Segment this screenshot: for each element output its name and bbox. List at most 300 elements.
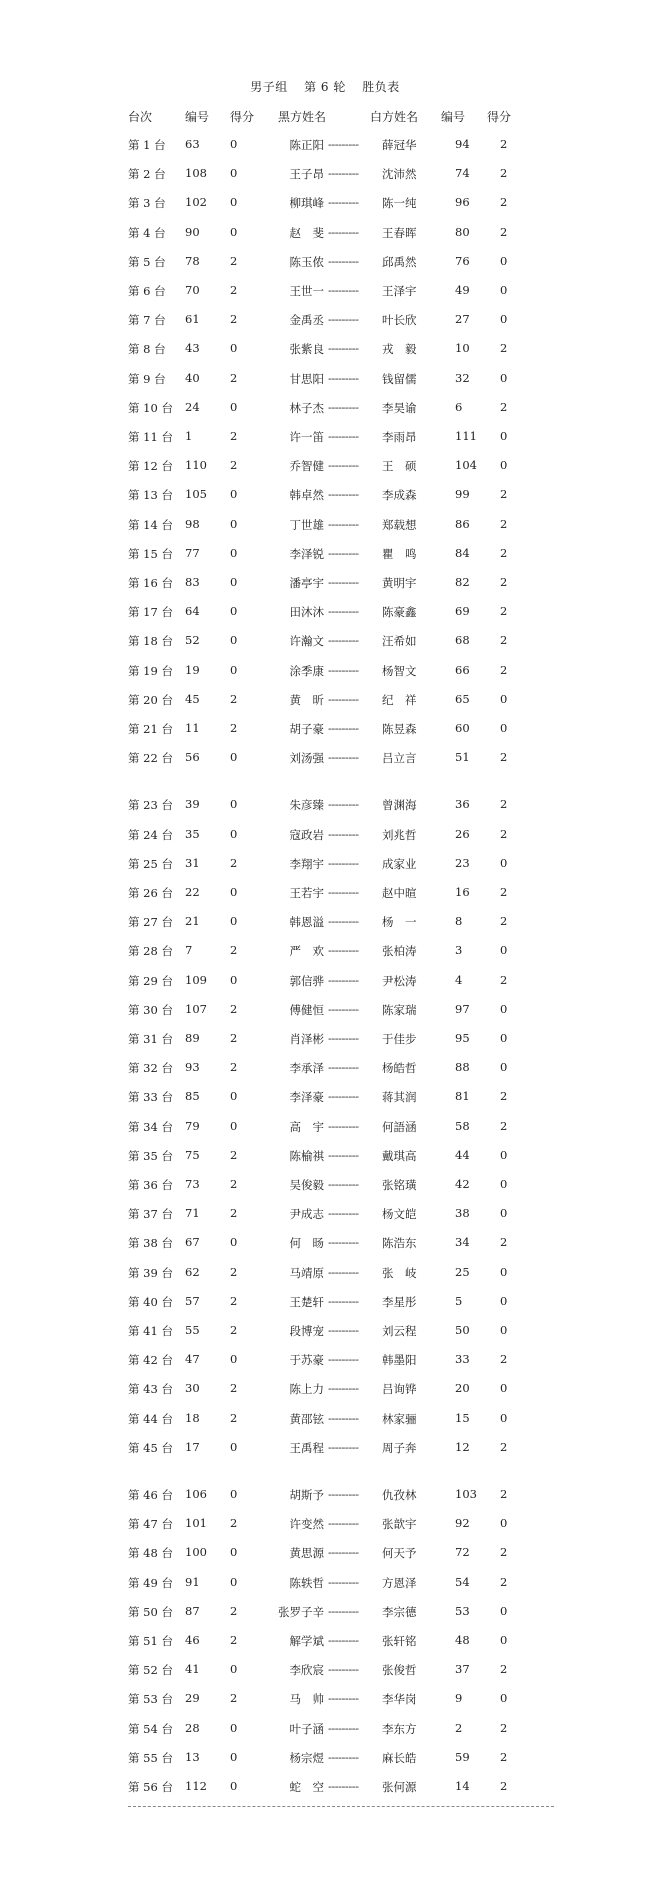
row-white-name: 刘兆哲 <box>382 827 417 842</box>
row-black-score: 0 <box>230 195 238 210</box>
row-black-number: 106 <box>185 1487 207 1501</box>
row-white-name: 尹松涛 <box>382 973 417 988</box>
row-separator: --------- <box>328 1691 359 1706</box>
table-row <box>0 856 650 876</box>
row-black-number: 43 <box>185 341 200 356</box>
table-row <box>0 1545 650 1565</box>
row-separator: --------- <box>328 1720 359 1735</box>
row-white-name: 林家骊 <box>382 1411 417 1426</box>
row-black-number: 62 <box>185 1264 200 1279</box>
row-separator: --------- <box>328 1749 359 1764</box>
row-black-name: 涂季康 <box>289 663 324 678</box>
row-black-number: 109 <box>185 972 207 987</box>
row-separator: --------- <box>328 797 359 812</box>
row-table-number: 第 49 台 <box>128 1575 173 1590</box>
row-separator: --------- <box>328 1264 359 1279</box>
row-black-number: 17 <box>185 1439 200 1454</box>
row-white-name: 杨智文 <box>382 663 417 678</box>
row-table-number: 第 52 台 <box>128 1663 173 1678</box>
row-white-score: 0 <box>500 458 508 473</box>
row-table-number: 第 51 台 <box>128 1634 173 1648</box>
row-black-name: 赵 斐 <box>289 225 324 240</box>
row-white-name: 张铭璜 <box>382 1178 417 1192</box>
row-black-name: 张紫良 <box>289 342 324 357</box>
row-black-number: 79 <box>185 1118 200 1133</box>
row-white-name: 刘云程 <box>382 1324 417 1338</box>
row-white-name: 陈一纯 <box>382 196 417 211</box>
row-separator: --------- <box>328 458 359 473</box>
row-black-name: 田沐沐 <box>289 605 324 620</box>
row-white-number: 3 <box>455 943 463 958</box>
row-white-name: 方恩泽 <box>382 1575 417 1590</box>
row-white-score: 2 <box>500 224 508 239</box>
row-black-number: 28 <box>185 1720 200 1735</box>
row-white-score: 2 <box>500 1352 508 1367</box>
row-white-number: 27 <box>455 312 470 327</box>
row-black-name: 吴俊毅 <box>289 1178 324 1192</box>
row-black-name: 王世一 <box>289 284 324 298</box>
row-black-number: 83 <box>185 575 200 589</box>
table-row <box>0 254 650 274</box>
row-white-number: 86 <box>455 516 470 531</box>
row-white-name: 叶长欣 <box>382 313 417 328</box>
row-table-number: 第 24 台 <box>128 827 173 842</box>
row-black-name: 许瀚文 <box>289 634 324 649</box>
row-white-score: 2 <box>500 1779 508 1793</box>
table-row <box>0 885 650 905</box>
title-group: 男子组 <box>250 80 288 94</box>
row-separator: --------- <box>328 224 359 239</box>
row-separator: --------- <box>328 1293 359 1308</box>
row-black-number: 78 <box>185 253 200 268</box>
table-row <box>0 692 650 712</box>
row-black-number: 100 <box>185 1545 207 1560</box>
row-black-score: 0 <box>230 797 238 812</box>
row-white-number: 34 <box>455 1235 470 1250</box>
row-separator: --------- <box>328 253 359 268</box>
row-white-number: 59 <box>455 1749 470 1764</box>
row-black-number: 30 <box>185 1381 200 1396</box>
row-separator: --------- <box>328 1089 359 1104</box>
row-black-name: 金禹丞 <box>289 313 324 328</box>
row-white-number: 99 <box>455 487 470 502</box>
row-white-number: 95 <box>455 1031 470 1045</box>
row-white-score: 0 <box>500 1031 508 1045</box>
row-white-score: 2 <box>500 1720 508 1735</box>
row-table-number: 第 22 台 <box>128 751 173 766</box>
table-row <box>0 1002 650 1022</box>
row-separator: --------- <box>328 429 359 443</box>
row-separator: --------- <box>328 633 359 648</box>
row-white-number: 82 <box>455 575 470 589</box>
row-white-name: 韩墨阳 <box>382 1353 417 1368</box>
row-black-number: 98 <box>185 516 200 531</box>
row-white-number: 16 <box>455 885 470 899</box>
row-white-name: 杨皓哲 <box>382 1061 417 1076</box>
row-black-number: 18 <box>185 1410 200 1425</box>
table-row <box>0 973 650 993</box>
row-black-name: 韩恩溢 <box>289 915 324 930</box>
row-white-name: 何天予 <box>382 1546 417 1561</box>
row-black-score: 0 <box>230 1487 238 1501</box>
row-black-score: 2 <box>230 283 238 297</box>
row-white-score: 0 <box>500 312 508 327</box>
row-white-score: 0 <box>500 1633 508 1647</box>
row-white-name: 李华岗 <box>382 1692 417 1707</box>
table-row <box>0 1721 650 1741</box>
row-white-name: 杨文皑 <box>382 1207 417 1222</box>
row-black-score: 0 <box>230 662 238 677</box>
row-white-name: 钱留儒 <box>382 371 417 386</box>
header-black-score: 得分 <box>230 110 255 124</box>
row-black-name: 肖泽彬 <box>289 1032 324 1046</box>
table-row <box>0 166 650 186</box>
row-separator: --------- <box>328 575 359 589</box>
row-table-number: 第 3 台 <box>128 196 166 211</box>
row-black-number: 7 <box>185 943 193 958</box>
row-black-score: 2 <box>230 855 238 870</box>
row-black-number: 52 <box>185 633 200 648</box>
row-white-number: 50 <box>455 1323 470 1337</box>
table-row <box>0 312 650 332</box>
row-separator: --------- <box>328 885 359 899</box>
row-black-score: 0 <box>230 1118 238 1133</box>
table-row <box>0 1235 650 1255</box>
row-table-number: 第 7 台 <box>128 313 166 328</box>
row-black-number: 108 <box>185 166 207 181</box>
row-white-number: 12 <box>455 1439 470 1454</box>
row-table-number: 第 14 台 <box>128 517 173 532</box>
row-table-number: 第 34 台 <box>128 1119 173 1134</box>
row-black-number: 73 <box>185 1177 200 1191</box>
row-separator: --------- <box>328 1516 359 1531</box>
header-white-name: 白方姓名 <box>370 110 419 124</box>
row-white-name: 吕立言 <box>382 751 417 766</box>
row-white-score: 2 <box>500 137 508 151</box>
row-black-name: 潘亭宇 <box>289 576 324 590</box>
row-table-number: 第 39 台 <box>128 1265 173 1280</box>
row-black-number: 31 <box>185 855 200 870</box>
row-black-number: 11 <box>185 721 200 735</box>
row-black-number: 91 <box>185 1574 200 1589</box>
row-white-name: 陈昱森 <box>382 722 417 736</box>
table-row <box>0 1411 650 1431</box>
table-row <box>0 1060 650 1080</box>
row-black-score: 2 <box>230 943 238 958</box>
row-white-number: 42 <box>455 1177 470 1191</box>
row-table-number: 第 18 台 <box>128 634 173 649</box>
row-black-number: 102 <box>185 195 207 210</box>
row-white-number: 2 <box>455 1720 463 1735</box>
row-black-name: 丁世雄 <box>289 517 324 532</box>
table-row <box>0 797 650 817</box>
row-table-number: 第 10 台 <box>128 400 173 415</box>
row-black-number: 21 <box>185 914 200 929</box>
row-table-number: 第 27 台 <box>128 915 173 930</box>
row-white-score: 0 <box>500 1147 508 1162</box>
row-table-number: 第 54 台 <box>128 1721 173 1736</box>
row-white-name: 郑载想 <box>382 517 417 532</box>
row-black-score: 0 <box>230 1439 238 1454</box>
row-black-number: 89 <box>185 1031 200 1045</box>
row-white-score: 2 <box>500 797 508 812</box>
table-row <box>0 1487 650 1507</box>
row-black-name: 叶子涵 <box>289 1721 324 1736</box>
row-white-number: 51 <box>455 750 470 765</box>
row-black-score: 2 <box>230 1381 238 1396</box>
row-white-name: 麻长皓 <box>382 1750 417 1765</box>
row-separator: --------- <box>328 972 359 987</box>
row-black-score: 2 <box>230 253 238 268</box>
row-black-number: 67 <box>185 1235 200 1250</box>
row-black-score: 0 <box>230 633 238 648</box>
row-separator: --------- <box>328 341 359 356</box>
table-row <box>0 943 650 963</box>
bottom-divider <box>128 1806 554 1807</box>
row-black-name: 陈轶哲 <box>289 1575 324 1590</box>
header-white-no: 编号 <box>441 110 466 124</box>
row-white-name: 周子奔 <box>382 1440 417 1455</box>
row-table-number: 第 21 台 <box>128 722 173 736</box>
row-white-name: 张何源 <box>382 1780 417 1794</box>
row-black-name: 韩卓然 <box>289 488 324 503</box>
row-table-number: 第 37 台 <box>128 1207 173 1222</box>
row-table-number: 第 23 台 <box>128 798 173 813</box>
table-row <box>0 1206 650 1226</box>
row-black-score: 0 <box>230 604 238 619</box>
row-black-score: 2 <box>230 1001 238 1016</box>
row-table-number: 第 38 台 <box>128 1236 173 1251</box>
row-black-name: 甘思阳 <box>289 371 324 386</box>
row-black-score: 0 <box>230 1235 238 1250</box>
row-black-score: 0 <box>230 1749 238 1764</box>
header-table: 台次 <box>128 110 153 124</box>
row-black-name: 高 宇 <box>289 1119 324 1134</box>
row-black-name: 黄思源 <box>289 1546 324 1561</box>
row-black-number: 77 <box>185 545 200 560</box>
row-black-name: 许变然 <box>289 1517 324 1532</box>
row-white-score: 2 <box>500 914 508 929</box>
row-black-name: 杨宗煜 <box>289 1750 324 1765</box>
table-row <box>0 1516 650 1536</box>
row-white-number: 68 <box>455 633 470 648</box>
row-white-number: 97 <box>455 1001 470 1016</box>
row-white-number: 15 <box>455 1410 470 1425</box>
row-table-number: 第 35 台 <box>128 1148 173 1163</box>
table-row <box>0 827 650 847</box>
row-black-number: 29 <box>185 1691 200 1706</box>
table-row <box>0 575 650 595</box>
row-white-number: 96 <box>455 195 470 210</box>
row-black-name: 黄 昕 <box>289 692 324 707</box>
row-table-number: 第 45 台 <box>128 1440 173 1455</box>
row-white-score: 2 <box>500 662 508 677</box>
row-table-number: 第 48 台 <box>128 1546 173 1561</box>
row-separator: --------- <box>328 914 359 929</box>
row-black-number: 85 <box>185 1089 200 1104</box>
row-black-name: 张罗子辛 <box>278 1604 324 1619</box>
row-black-name: 李承泽 <box>289 1061 324 1076</box>
row-white-score: 0 <box>500 370 508 385</box>
row-black-number: 64 <box>185 604 200 619</box>
row-separator: --------- <box>328 1545 359 1560</box>
row-white-number: 84 <box>455 545 470 560</box>
row-black-name: 朱彦臻 <box>289 798 324 813</box>
row-separator: --------- <box>328 691 359 706</box>
row-table-number: 第 5 台 <box>128 254 166 269</box>
row-white-score: 2 <box>500 1118 508 1133</box>
row-black-number: 19 <box>185 662 200 677</box>
table-row <box>0 1352 650 1372</box>
row-white-name: 纪 祥 <box>382 692 417 707</box>
row-black-score: 0 <box>230 1662 238 1677</box>
page-title <box>0 78 650 95</box>
row-separator: --------- <box>328 1633 359 1647</box>
row-separator: --------- <box>328 750 359 765</box>
row-black-number: 93 <box>185 1060 200 1075</box>
row-black-score: 2 <box>230 721 238 735</box>
row-white-number: 26 <box>455 826 470 841</box>
table-row <box>0 914 650 934</box>
row-white-name: 薛冠华 <box>382 138 417 152</box>
row-separator: --------- <box>328 1235 359 1250</box>
row-table-number: 第 33 台 <box>128 1090 173 1105</box>
row-white-score: 0 <box>500 943 508 958</box>
row-white-score: 2 <box>500 195 508 210</box>
table-row <box>0 458 650 478</box>
row-black-number: 1 <box>185 429 193 443</box>
row-black-number: 57 <box>185 1293 200 1308</box>
table-row <box>0 1691 650 1711</box>
row-table-number: 第 30 台 <box>128 1002 173 1017</box>
row-separator: --------- <box>328 370 359 385</box>
row-black-score: 0 <box>230 545 238 560</box>
row-white-score: 2 <box>500 1749 508 1764</box>
row-black-number: 90 <box>185 224 200 239</box>
row-black-number: 105 <box>185 487 207 502</box>
row-black-score: 2 <box>230 1410 238 1425</box>
row-white-name: 邱禹然 <box>382 254 417 269</box>
row-white-name: 张俊哲 <box>382 1663 417 1678</box>
row-white-name: 黄明宇 <box>382 576 417 590</box>
row-table-number: 第 50 台 <box>128 1604 173 1619</box>
row-white-score: 2 <box>500 487 508 502</box>
row-black-name: 胡斯予 <box>289 1488 324 1502</box>
table-row <box>0 1031 650 1051</box>
row-table-number: 第 55 台 <box>128 1750 173 1765</box>
row-black-number: 110 <box>185 458 207 473</box>
row-white-score: 2 <box>500 1545 508 1560</box>
row-black-number: 70 <box>185 283 200 297</box>
row-table-number: 第 40 台 <box>128 1294 173 1309</box>
row-white-number: 44 <box>455 1147 470 1162</box>
row-white-name: 张轩铭 <box>382 1634 417 1648</box>
row-black-score: 2 <box>230 1264 238 1279</box>
row-separator: --------- <box>328 195 359 210</box>
row-white-score: 2 <box>500 1574 508 1589</box>
row-separator: --------- <box>328 1147 359 1162</box>
row-table-number: 第 20 台 <box>128 692 173 707</box>
row-table-number: 第 26 台 <box>128 886 173 900</box>
row-black-name: 柳琪峰 <box>289 196 324 211</box>
row-black-score: 0 <box>230 1720 238 1735</box>
row-separator: --------- <box>328 1118 359 1133</box>
row-white-score: 0 <box>500 1060 508 1075</box>
row-white-name: 张歆宇 <box>382 1517 417 1532</box>
row-table-number: 第 32 台 <box>128 1061 173 1076</box>
row-black-score: 0 <box>230 1089 238 1104</box>
table-row <box>0 487 650 507</box>
row-black-score: 0 <box>230 516 238 531</box>
row-black-number: 107 <box>185 1001 207 1016</box>
row-black-name: 胡子豪 <box>289 722 324 736</box>
row-black-name: 刘汤强 <box>289 751 324 766</box>
table-row <box>0 283 650 303</box>
row-black-score: 0 <box>230 487 238 502</box>
row-black-number: 35 <box>185 826 200 841</box>
row-table-number: 第 56 台 <box>128 1780 173 1794</box>
row-black-name: 黄邵铉 <box>289 1411 324 1426</box>
row-table-number: 第 36 台 <box>128 1178 173 1192</box>
table-row <box>0 400 650 420</box>
row-white-score: 2 <box>500 516 508 531</box>
row-white-score: 2 <box>500 604 508 619</box>
row-black-name: 王子昂 <box>289 167 324 182</box>
row-black-score: 2 <box>230 458 238 473</box>
row-white-score: 2 <box>500 750 508 765</box>
row-white-number: 94 <box>455 137 470 151</box>
row-white-score: 0 <box>500 253 508 268</box>
row-separator: --------- <box>328 662 359 677</box>
row-black-name: 李翔宇 <box>289 856 324 871</box>
row-white-number: 58 <box>455 1118 470 1133</box>
row-black-name: 王若宇 <box>289 886 324 900</box>
row-table-number: 第 47 台 <box>128 1517 173 1532</box>
row-white-score: 2 <box>500 341 508 356</box>
row-black-name: 寇政岩 <box>289 827 324 842</box>
row-black-number: 41 <box>185 1662 200 1677</box>
header-white-score: 得分 <box>487 110 512 124</box>
row-white-name: 李宗德 <box>382 1604 417 1619</box>
row-black-score: 2 <box>230 1603 238 1618</box>
row-white-name: 何語涵 <box>382 1119 417 1134</box>
row-table-number: 第 41 台 <box>128 1324 173 1338</box>
row-white-number: 80 <box>455 224 470 239</box>
row-black-score: 2 <box>230 1633 238 1647</box>
row-white-number: 6 <box>455 399 463 414</box>
row-white-score: 0 <box>500 1516 508 1531</box>
row-white-name: 蒋其润 <box>382 1090 417 1105</box>
row-black-score: 2 <box>230 312 238 327</box>
row-separator: --------- <box>328 1487 359 1501</box>
row-table-number: 第 12 台 <box>128 459 173 474</box>
row-black-number: 39 <box>185 797 200 812</box>
row-black-score: 2 <box>230 1516 238 1531</box>
row-white-name: 王泽宇 <box>382 284 417 298</box>
row-black-name: 乔智健 <box>289 459 324 474</box>
row-separator: --------- <box>328 1206 359 1221</box>
row-black-number: 45 <box>185 691 200 706</box>
row-black-score: 0 <box>230 224 238 239</box>
row-black-name: 马 帅 <box>289 1692 324 1707</box>
row-table-number: 第 46 台 <box>128 1488 173 1502</box>
table-row <box>0 633 650 653</box>
row-separator: --------- <box>328 604 359 619</box>
row-white-number: 48 <box>455 1633 470 1647</box>
row-white-number: 37 <box>455 1662 470 1677</box>
row-table-number: 第 16 台 <box>128 576 173 590</box>
row-separator: --------- <box>328 166 359 181</box>
